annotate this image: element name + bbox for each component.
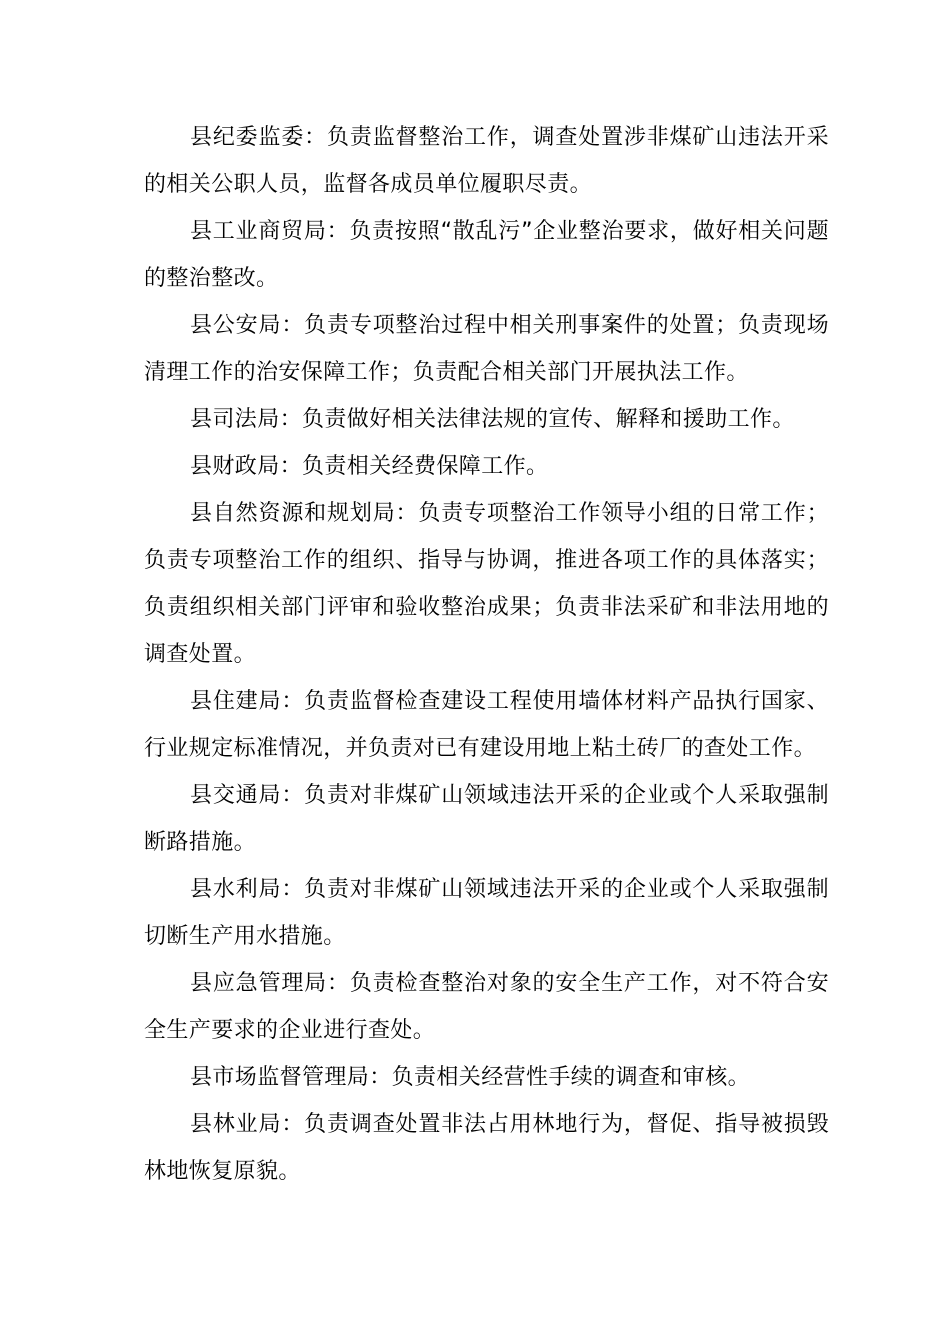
paragraph-public-security-bureau: 县公安局：负责专项整治过程中相关刑事案件的处置；负责现场清理工作的治安保障工作；负责配合相关部门开展执法工作。 (144, 313, 829, 385)
paragraph-forestry-bureau: 县林业局：负责调查处置非法占用林地行为，督促、指导被损毁林地恢复原貌。 (144, 1112, 829, 1184)
paragraph-finance-bureau: 县财政局：负责相关经费保障工作。 (190, 454, 549, 479)
paragraph-water-resources-bureau: 县水利局：负责对非煤矿山领域违法开采的企业或个人采取强制切断生产用水措施。 (144, 877, 829, 949)
paragraph-transport-bureau: 县交通局：负责对非煤矿山领域违法开采的企业或个人采取强制断路措施。 (144, 783, 829, 855)
paragraph-industry-commerce-bureau: 县工业商贸局：负责按照“散乱污”企业整治要求，做好相关问题的整治整改。 (144, 219, 829, 291)
paragraph-emergency-management-bureau: 县应急管理局：负责检查整治对象的安全生产工作，对不符合安全生产要求的企业进行查处。 (144, 971, 829, 1043)
paragraph-justice-bureau: 县司法局：负责做好相关法律法规的宣传、解释和援助工作。 (190, 407, 795, 432)
paragraph-market-supervision-bureau: 县市场监督管理局：负责相关经营性手续的调查和审核。 (190, 1065, 751, 1090)
paragraph-county-discipline-commission: 县纪委监委：负责监督整治工作，调查处置涉非煤矿山违法开采的相关公职人员，监督各成员单位履职尽责。 (144, 125, 829, 197)
paragraph-housing-construction-bureau: 县住建局：负责监督检查建设工程使用墙体材料产品执行国家、行业规定标准情况，并负责对已有建设用地上粘土砖厂的查处工作。 (144, 689, 829, 761)
document-body (144, 114, 829, 1195)
paragraph-natural-resources-bureau: 县自然资源和规划局：负责专项整治工作领导小组的日常工作；负责专项整治工作的组织、指导与协调，推进各项工作的具体落实；负责组织相关部门评审和验收整治成果；负责非法采矿和非法用地的调查处置。 (144, 501, 829, 667)
